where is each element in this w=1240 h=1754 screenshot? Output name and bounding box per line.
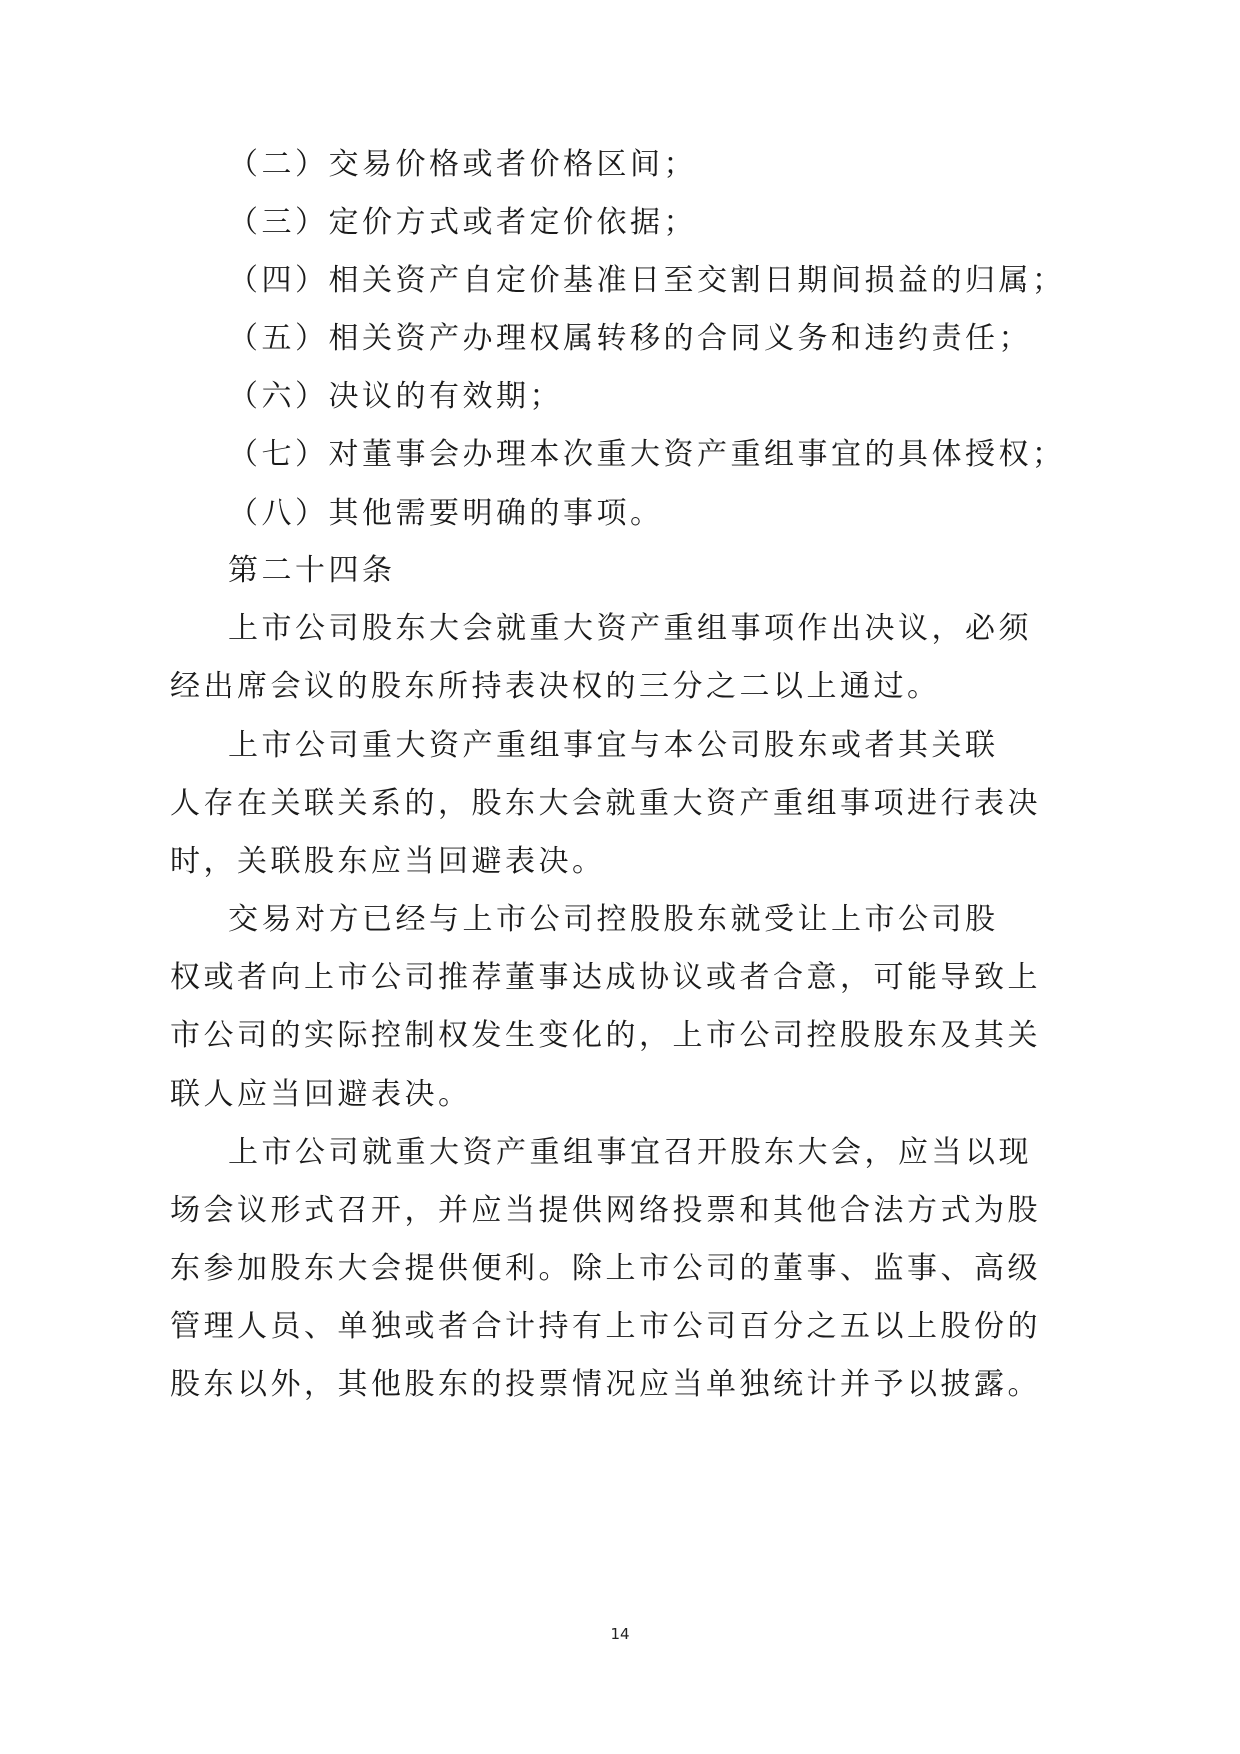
paragraph-line: 联人应当回避表决。 (170, 1077, 472, 1112)
paragraph-line: 股东以外，其他股东的投票情况应当单独统计并予以披露。 (170, 1367, 1041, 1402)
list-item: （二）交易价格或者价格区间； (228, 147, 697, 182)
paragraph-line: 场会议形式召开，并应当提供网络投票和其他合法方式为股 (170, 1193, 1041, 1228)
list-item: （四）相关资产自定价基准日至交割日期间损益的归属； (228, 263, 1066, 298)
article-title: 第二十四条 (228, 553, 396, 588)
list-item: （七）对董事会办理本次重大资产重组事宜的具体授权； (228, 437, 1066, 472)
paragraph-line: 人存在关联关系的，股东大会就重大资产重组事项进行表决 (170, 786, 1041, 821)
list-item: （三）定价方式或者定价依据； (228, 205, 697, 240)
paragraph-line: 管理人员、单独或者合计持有上市公司百分之五以上股份的 (170, 1309, 1041, 1344)
list-item: （八）其他需要明确的事项。 (228, 496, 664, 531)
paragraph-line: 交易对方已经与上市公司控股股东就受让上市公司股 (228, 902, 999, 937)
paragraph-line: 市公司的实际控制权发生变化的，上市公司控股股东及其关 (170, 1018, 1041, 1053)
paragraph-line: 权或者向上市公司推荐董事达成协议或者合意，可能导致上 (170, 960, 1041, 995)
list-item: （五）相关资产办理权属转移的合同义务和违约责任； (228, 321, 1032, 356)
page-number: 14 (610, 1625, 630, 1643)
paragraph-line: 上市公司就重大资产重组事宜召开股东大会，应当以现 (228, 1135, 1032, 1170)
paragraph-line: 时，关联股东应当回避表决。 (170, 844, 606, 879)
paragraph-line: 东参加股东大会提供便利。除上市公司的董事、监事、高级 (170, 1251, 1041, 1286)
list-item: （六）决议的有效期； (228, 379, 563, 414)
paragraph-line: 上市公司重大资产重组事宜与本公司股东或者其关联 (228, 728, 999, 763)
paragraph-line: 上市公司股东大会就重大资产重组事项作出决议，必须 (228, 611, 1032, 646)
paragraph-line: 经出席会议的股东所持表决权的三分之二以上通过。 (170, 669, 941, 704)
